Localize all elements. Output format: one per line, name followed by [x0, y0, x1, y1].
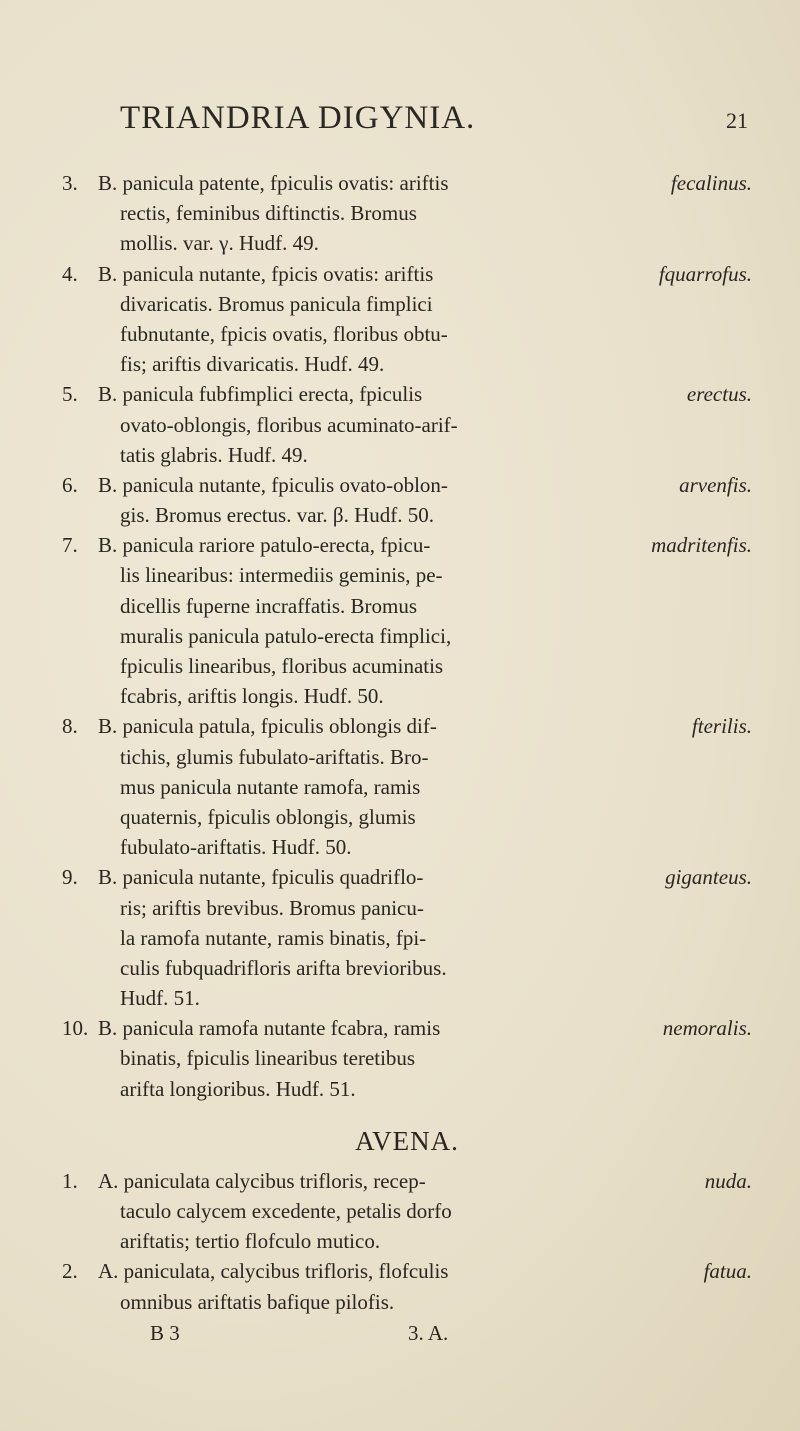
catchword: 3. A.	[408, 1320, 449, 1345]
entry-line	[62, 711, 752, 741]
entry-line	[62, 379, 752, 409]
species-epithet: madritenfis.	[651, 533, 752, 558]
entry-line	[62, 289, 752, 319]
entry-number: 3.	[62, 171, 78, 195]
species-entry	[62, 470, 752, 530]
entry-line	[62, 530, 752, 560]
entry-line	[62, 802, 752, 832]
diagnosis-text: binatis, fpiculis linearibus teretibus	[120, 1046, 416, 1071]
diagnosis-text: tatis glabris. Hudf. 49.	[120, 442, 308, 467]
page-header	[0, 100, 800, 150]
diagnosis-text: fcabris, ariftis longis. Hudf. 50.	[120, 684, 384, 709]
entry-line	[62, 410, 752, 440]
diagnosis-text: ris; ariftis brevibus. Bromus panicu-	[120, 895, 424, 920]
species-entry	[62, 711, 752, 862]
entry-line	[62, 742, 752, 772]
entry-line	[62, 470, 752, 500]
species-epithet: fatua.	[703, 1259, 752, 1284]
entry-line	[62, 319, 752, 349]
entry-line	[62, 1226, 752, 1256]
entry-number: 9.	[62, 865, 78, 890]
page-footer	[62, 1317, 752, 1349]
species-epithet: giganteus.	[665, 865, 752, 890]
entry-line	[62, 500, 752, 530]
diagnosis-text: fpiculis linearibus, floribus acuminatis	[120, 654, 444, 678]
diagnosis-text: rectis, feminibus diftinctis. Bromus	[120, 201, 417, 226]
entry-line	[62, 1287, 752, 1317]
diagnosis-text: B. panicula nutante, fpiculis quadriflo-	[98, 865, 424, 890]
diagnosis-text: quaternis, fpiculis oblongis, glumis	[120, 804, 416, 829]
entry-line	[62, 953, 752, 983]
entry-line	[62, 832, 752, 862]
diagnosis-text: B. panicula ramofa nutante fcabra, ramis	[98, 1016, 441, 1041]
entry-line	[62, 772, 752, 802]
diagnosis-text: dicellis fuperne incraffatis. Bromus	[120, 593, 418, 618]
signature-mark: B 3	[150, 1320, 180, 1345]
running-head: TRIANDRIA DIGYNIA.	[120, 100, 476, 136]
entry-line	[62, 1196, 752, 1226]
diagnosis-text: A. paniculata calycibus trifloris, recep-	[98, 1168, 426, 1193]
diagnosis-text: ovato-oblongis, floribus acuminato-arif-	[120, 412, 458, 437]
diagnosis-text: B. panicula rariore patulo-erecta, fpicu-	[98, 533, 431, 558]
diagnosis-text: fis; ariftis divaricatis. Hudf. 49.	[120, 352, 385, 377]
diagnosis-text: culis fubquadrifloris arifta brevioribus.	[120, 955, 447, 980]
diagnosis-text: lis linearibus: intermediis geminis, pe-	[120, 563, 443, 588]
species-epithet: arvenfis.	[679, 472, 752, 497]
diagnosis-text: tichis, glumis fubulato-ariftatis. Bro-	[120, 744, 429, 769]
entry-line	[62, 228, 752, 258]
entry-line	[62, 1043, 752, 1073]
entry-line	[62, 1166, 752, 1196]
species-epithet: erectus.	[686, 382, 752, 407]
species-entry	[62, 168, 752, 259]
entry-line	[62, 440, 752, 470]
entry-number: 7.	[62, 533, 78, 558]
species-epithet: nemoralis.	[662, 1016, 752, 1041]
genus-heading: AVENA.	[355, 1125, 459, 1156]
species-entry	[62, 379, 752, 470]
entry-line	[62, 1013, 752, 1043]
entry-line	[62, 893, 752, 923]
diagnosis-text: Hudf. 51.	[120, 986, 200, 1011]
diagnosis-text: ariftatis; tertio flofculo mutico.	[120, 1229, 381, 1254]
diagnosis-text: muralis panicula patulo-erecta fimplici,	[120, 623, 452, 648]
entry-number: 2.	[62, 1259, 78, 1284]
entry-number: 6.	[62, 472, 78, 497]
entry-line	[62, 591, 752, 621]
diagnosis-text: fubnutante, fpicis ovatis, floribus obtu-	[120, 321, 448, 346]
entry-line	[62, 651, 752, 681]
entry-number: 4.	[62, 261, 78, 286]
diagnosis-text: fubulato-ariftatis. Hudf. 50.	[120, 835, 352, 860]
diagnosis-text: omnibus ariftatis bafique pilofis.	[120, 1289, 395, 1314]
entry-line	[62, 681, 752, 711]
diagnosis-text: B. panicula patente, fpiculis ovatis: ariftis	[98, 171, 449, 195]
diagnosis-text: la ramofa nutante, ramis binatis, fpi-	[120, 925, 427, 950]
species-epithet: nuda.	[704, 1168, 752, 1193]
diagnosis-text: B. panicula nutante, fpicis ovatis: ariftis	[98, 261, 434, 286]
entry-line	[62, 168, 752, 198]
species-list	[62, 168, 752, 1349]
diagnosis-text: divaricatis. Bromus panicula fimplici	[120, 291, 433, 316]
diagnosis-text: B. panicula fubfimplici erecta, fpiculis	[98, 382, 423, 407]
species-entry	[62, 259, 752, 380]
entry-line	[62, 560, 752, 590]
diagnosis-text: gis. Bromus erectus. var. β. Hudf. 50.	[120, 503, 434, 528]
entry-line	[62, 198, 752, 228]
species-entry	[62, 1256, 752, 1316]
entry-line	[62, 1074, 752, 1104]
entry-line	[62, 923, 752, 953]
species-entry	[62, 1013, 752, 1104]
species-epithet: fecalinus.	[670, 171, 752, 195]
page-number: 21	[726, 108, 748, 133]
entry-number: 10.	[62, 1016, 89, 1041]
entry-line	[62, 983, 752, 1013]
entry-number: 5.	[62, 382, 78, 407]
diagnosis-text: mollis. var. γ. Hudf. 49.	[120, 231, 319, 256]
species-entry	[62, 530, 752, 711]
diagnosis-text: arifta longioribus. Hudf. 51.	[120, 1076, 356, 1101]
entry-number: 8.	[62, 714, 78, 739]
diagnosis-text: B. panicula patula, fpiculis oblongis dif-	[98, 714, 437, 739]
diagnosis-text: mus panicula nutante ramofa, ramis	[120, 774, 421, 799]
species-epithet: fterilis.	[691, 714, 752, 739]
entry-number: 1.	[62, 1168, 78, 1193]
species-entry	[62, 862, 752, 1013]
diagnosis-text: taculo calycem excedente, petalis dorfo	[120, 1199, 452, 1223]
entry-line	[62, 349, 752, 379]
diagnosis-text: A. paniculata, calycibus trifloris, flofculis	[98, 1259, 449, 1284]
entry-line	[62, 862, 752, 892]
diagnosis-text: B. panicula nutante, fpiculis ovato-oblon-	[98, 472, 448, 497]
species-entry	[62, 1166, 752, 1257]
entry-line	[62, 621, 752, 651]
entry-line	[62, 259, 752, 289]
entry-line	[62, 1256, 752, 1286]
species-epithet: fquarrofus.	[658, 261, 752, 286]
